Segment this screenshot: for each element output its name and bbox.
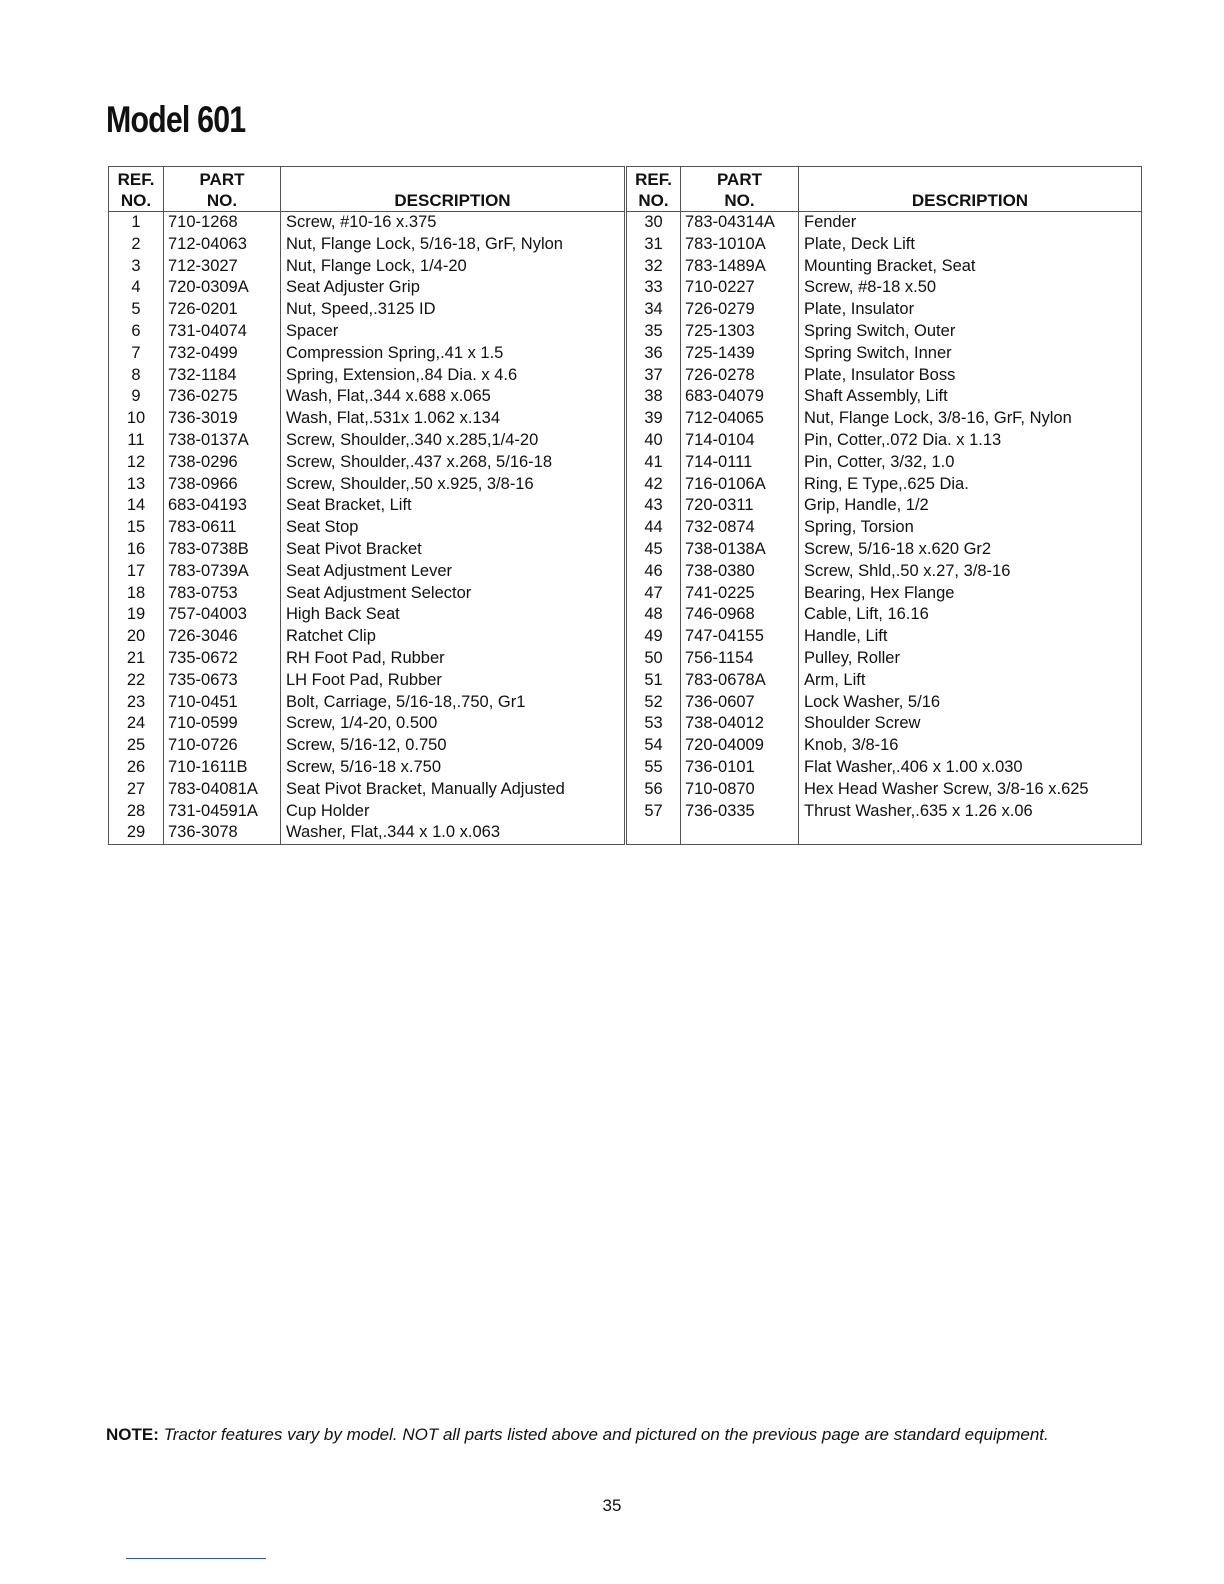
part-no-cell: 735-0672 <box>164 648 281 670</box>
description-cell: Seat Pivot Bracket, Manually Adjusted <box>281 779 625 801</box>
part-no-cell: 736-0607 <box>681 692 799 714</box>
page-number: 35 <box>602 1496 622 1515</box>
ref-no-cell: 2 <box>109 234 164 256</box>
table-row <box>627 365 1142 387</box>
description-cell: Lock Washer, 5/16 <box>799 692 1142 714</box>
description-cell: Plate, Deck Lift <box>799 234 1142 256</box>
description-header: DESCRIPTION <box>281 167 625 212</box>
description-cell: Plate, Insulator Boss <box>799 365 1142 387</box>
table-row <box>109 517 625 539</box>
description-cell: Screw, Shoulder,.50 x.925, 3/8-16 <box>281 474 625 496</box>
ref-no-cell: 1 <box>109 212 164 234</box>
description-cell: Nut, Speed,.3125 ID <box>281 299 625 321</box>
part-no-cell: 746-0968 <box>681 604 799 626</box>
ref-no-cell: 24 <box>109 713 164 735</box>
table-row <box>109 801 625 823</box>
table-row <box>109 692 625 714</box>
ref-no-cell: 27 <box>109 779 164 801</box>
part-no-cell: 783-1010A <box>681 234 799 256</box>
table-row <box>627 517 1142 539</box>
description-cell: Seat Stop <box>281 517 625 539</box>
table-row <box>627 474 1142 496</box>
table-row <box>109 757 625 779</box>
table-row <box>109 430 625 452</box>
empty-cell <box>681 822 799 844</box>
part-no-cell: 714-0104 <box>681 430 799 452</box>
part-no-cell: 710-0726 <box>164 735 281 757</box>
part-no-header: PART NO. <box>164 167 281 212</box>
table-row <box>627 386 1142 408</box>
ref-no-cell: 32 <box>627 256 681 278</box>
ref-no-cell: 36 <box>627 343 681 365</box>
footer-rule <box>126 1558 266 1559</box>
description-cell: Seat Pivot Bracket <box>281 539 625 561</box>
part-no-cell: 783-04314A <box>681 212 799 234</box>
description-cell: Handle, Lift <box>799 626 1142 648</box>
part-no-cell: 720-04009 <box>681 735 799 757</box>
description-cell: Screw, 1/4-20, 0.500 <box>281 713 625 735</box>
part-no-cell: 738-0138A <box>681 539 799 561</box>
ref-no-cell: 16 <box>109 539 164 561</box>
table-row <box>627 430 1142 452</box>
table-row <box>109 212 625 234</box>
description-cell: Pin, Cotter,.072 Dia. x 1.13 <box>799 430 1142 452</box>
ref-no-cell: 8 <box>109 365 164 387</box>
table-row <box>109 735 625 757</box>
description-cell: Screw, #8-18 x.50 <box>799 277 1142 299</box>
table-row <box>109 408 625 430</box>
ref-no-cell: 12 <box>109 452 164 474</box>
table-row <box>627 561 1142 583</box>
ref-no-cell: 6 <box>109 321 164 343</box>
description-cell: Shoulder Screw <box>799 713 1142 735</box>
ref-no-cell: 28 <box>109 801 164 823</box>
ref-no-cell: 10 <box>109 408 164 430</box>
description-cell: Seat Bracket, Lift <box>281 495 625 517</box>
table-row <box>627 648 1142 670</box>
ref-no-cell: 29 <box>109 822 164 844</box>
part-no-cell: 710-1268 <box>164 212 281 234</box>
part-no-cell: 735-0673 <box>164 670 281 692</box>
part-no-cell: 736-0335 <box>681 801 799 823</box>
description-cell: Bearing, Hex Flange <box>799 583 1142 605</box>
ref-no-cell: 20 <box>109 626 164 648</box>
ref-no-cell: 48 <box>627 604 681 626</box>
description-cell: Pulley, Roller <box>799 648 1142 670</box>
part-no-cell: 783-1489A <box>681 256 799 278</box>
ref-no-cell: 18 <box>109 583 164 605</box>
ref-no-cell: 21 <box>109 648 164 670</box>
part-no-cell: 738-0966 <box>164 474 281 496</box>
description-cell: Cup Holder <box>281 801 625 823</box>
ref-no-cell: 57 <box>627 801 681 823</box>
ref-no-cell: 30 <box>627 212 681 234</box>
description-cell: Knob, 3/8-16 <box>799 735 1142 757</box>
table-row <box>109 277 625 299</box>
description-cell: Spring Switch, Inner <box>799 343 1142 365</box>
part-no-cell: 783-0678A <box>681 670 799 692</box>
part-no-cell: 712-04063 <box>164 234 281 256</box>
table-row <box>109 561 625 583</box>
part-no-cell: 712-3027 <box>164 256 281 278</box>
ref-no-cell: 45 <box>627 539 681 561</box>
table-row <box>109 234 625 256</box>
ref-no-cell: 15 <box>109 517 164 539</box>
description-cell: Seat Adjustment Lever <box>281 561 625 583</box>
table-row <box>627 234 1142 256</box>
table-row <box>627 256 1142 278</box>
part-no-cell: 738-0380 <box>681 561 799 583</box>
table-row <box>109 474 625 496</box>
ref-no-cell: 35 <box>627 321 681 343</box>
part-no-cell: 756-1154 <box>681 648 799 670</box>
ref-no-cell: 38 <box>627 386 681 408</box>
ref-no-cell: 13 <box>109 474 164 496</box>
description-cell: Hex Head Washer Screw, 3/8-16 x.625 <box>799 779 1142 801</box>
description-cell: Screw, 5/16-18 x.750 <box>281 757 625 779</box>
description-cell: Ratchet Clip <box>281 626 625 648</box>
part-no-cell: 710-0599 <box>164 713 281 735</box>
table-row <box>627 626 1142 648</box>
ref-no-cell: 5 <box>109 299 164 321</box>
table-row <box>627 735 1142 757</box>
part-no-header: PART NO. <box>681 167 799 212</box>
ref-no-cell: 7 <box>109 343 164 365</box>
part-no-cell: 710-0227 <box>681 277 799 299</box>
part-no-cell: 731-04591A <box>164 801 281 823</box>
ref-no-cell: 47 <box>627 583 681 605</box>
table-header-row <box>109 167 625 212</box>
part-no-cell: 720-0309A <box>164 277 281 299</box>
ref-no-cell: 39 <box>627 408 681 430</box>
table-row <box>109 343 625 365</box>
part-no-cell: 726-0278 <box>681 365 799 387</box>
description-cell: Screw, Shoulder,.340 x.285,1/4-20 <box>281 430 625 452</box>
description-cell: Screw, Shoulder,.437 x.268, 5/16-18 <box>281 452 625 474</box>
part-no-cell: 725-1439 <box>681 343 799 365</box>
part-no-cell: 736-0275 <box>164 386 281 408</box>
table-row <box>627 495 1142 517</box>
description-cell: Cable, Lift, 16.16 <box>799 604 1142 626</box>
part-no-cell: 716-0106A <box>681 474 799 496</box>
part-no-cell: 783-04081A <box>164 779 281 801</box>
description-cell: Mounting Bracket, Seat <box>799 256 1142 278</box>
ref-no-cell: 17 <box>109 561 164 583</box>
description-cell: Bolt, Carriage, 5/16-18,.750, Gr1 <box>281 692 625 714</box>
part-no-cell: 736-3019 <box>164 408 281 430</box>
ref-no-cell: 25 <box>109 735 164 757</box>
table-row <box>627 408 1142 430</box>
note-text: Tractor features vary by model. NOT all parts listed above and pictured on the previous page are standard equipment. <box>163 1425 1049 1444</box>
description-cell: Wash, Flat,.531x 1.062 x.134 <box>281 408 625 430</box>
ref-no-cell: 33 <box>627 277 681 299</box>
ref-no-cell: 37 <box>627 365 681 387</box>
table-row <box>109 626 625 648</box>
description-cell: Screw, Shld,.50 x.27, 3/8-16 <box>799 561 1142 583</box>
part-no-cell: 747-04155 <box>681 626 799 648</box>
ref-no-cell: 14 <box>109 495 164 517</box>
description-cell: Thrust Washer,.635 x 1.26 x.06 <box>799 801 1142 823</box>
table-row <box>109 822 625 844</box>
ref-no-cell: 53 <box>627 713 681 735</box>
ref-no-cell: 9 <box>109 386 164 408</box>
part-no-cell: 741-0225 <box>681 583 799 605</box>
table-row <box>627 277 1142 299</box>
ref-no-cell: 26 <box>109 757 164 779</box>
description-cell: Plate, Insulator <box>799 299 1142 321</box>
table-row <box>109 256 625 278</box>
part-no-cell: 726-0279 <box>681 299 799 321</box>
part-no-cell: 683-04079 <box>681 386 799 408</box>
description-cell: Arm, Lift <box>799 670 1142 692</box>
ref-no-cell: 4 <box>109 277 164 299</box>
part-no-cell: 726-3046 <box>164 626 281 648</box>
table-row <box>627 779 1142 801</box>
table-row <box>627 539 1142 561</box>
part-no-cell: 736-3078 <box>164 822 281 844</box>
table-row <box>627 343 1142 365</box>
table-row <box>109 452 625 474</box>
ref-no-cell: 34 <box>627 299 681 321</box>
ref-no-cell: 50 <box>627 648 681 670</box>
description-cell: Compression Spring,.41 x 1.5 <box>281 343 625 365</box>
table-row <box>627 299 1142 321</box>
table-row <box>627 713 1142 735</box>
ref-no-cell: 19 <box>109 604 164 626</box>
table-row <box>627 692 1142 714</box>
table-row <box>627 321 1142 343</box>
part-no-cell: 732-0499 <box>164 343 281 365</box>
table-row <box>109 583 625 605</box>
description-cell: Wash, Flat,.344 x.688 x.065 <box>281 386 625 408</box>
part-no-cell: 725-1303 <box>681 321 799 343</box>
table-row <box>627 583 1142 605</box>
part-no-cell: 720-0311 <box>681 495 799 517</box>
ref-no-header: REF. NO. <box>627 167 681 212</box>
table-row <box>627 670 1142 692</box>
table-row <box>627 801 1142 823</box>
ref-no-cell: 43 <box>627 495 681 517</box>
part-no-cell: 783-0738B <box>164 539 281 561</box>
table-row <box>109 321 625 343</box>
description-cell: Seat Adjuster Grip <box>281 277 625 299</box>
ref-no-cell: 40 <box>627 430 681 452</box>
part-no-cell: 738-0296 <box>164 452 281 474</box>
part-no-cell: 710-0870 <box>681 779 799 801</box>
description-cell: Spacer <box>281 321 625 343</box>
description-cell: High Back Seat <box>281 604 625 626</box>
table-row <box>109 604 625 626</box>
description-cell: Nut, Flange Lock, 3/8-16, GrF, Nylon <box>799 408 1142 430</box>
part-no-cell: 710-1611B <box>164 757 281 779</box>
table-row <box>627 452 1142 474</box>
parts-table-right-body <box>627 212 1142 845</box>
description-cell: Shaft Assembly, Lift <box>799 386 1142 408</box>
table-row <box>627 212 1142 234</box>
description-header: DESCRIPTION <box>799 167 1142 212</box>
part-no-cell: 731-04074 <box>164 321 281 343</box>
description-cell: Seat Adjustment Selector <box>281 583 625 605</box>
description-cell: Fender <box>799 212 1142 234</box>
description-cell: Screw, 5/16-12, 0.750 <box>281 735 625 757</box>
description-cell: Pin, Cotter, 3/32, 1.0 <box>799 452 1142 474</box>
parts-table-right <box>626 166 1142 845</box>
part-no-cell: 732-1184 <box>164 365 281 387</box>
ref-no-cell: 55 <box>627 757 681 779</box>
page-title: Model 601 <box>106 99 246 140</box>
table-row <box>109 365 625 387</box>
table-row <box>627 757 1142 779</box>
description-cell: Flat Washer,.406 x 1.00 x.030 <box>799 757 1142 779</box>
ref-no-cell: 11 <box>109 430 164 452</box>
ref-no-header: REF. NO. <box>109 167 164 212</box>
ref-no-cell: 41 <box>627 452 681 474</box>
description-cell: Spring, Extension,.84 Dia. x 4.6 <box>281 365 625 387</box>
description-cell: Grip, Handle, 1/2 <box>799 495 1142 517</box>
table-row <box>109 648 625 670</box>
empty-cell <box>627 822 681 844</box>
part-no-cell: 783-0611 <box>164 517 281 539</box>
ref-no-cell: 3 <box>109 256 164 278</box>
description-cell: Ring, E Type,.625 Dia. <box>799 474 1142 496</box>
part-no-cell: 738-04012 <box>681 713 799 735</box>
description-cell: Spring, Torsion <box>799 517 1142 539</box>
part-no-cell: 732-0874 <box>681 517 799 539</box>
ref-no-cell: 56 <box>627 779 681 801</box>
note <box>106 1424 1049 1446</box>
part-no-cell: 714-0111 <box>681 452 799 474</box>
description-cell: Nut, Flange Lock, 5/16-18, GrF, Nylon <box>281 234 625 256</box>
table-header-row <box>627 167 1142 212</box>
empty-row <box>627 822 1142 844</box>
part-no-cell: 783-0739A <box>164 561 281 583</box>
description-cell: Washer, Flat,.344 x 1.0 x.063 <box>281 822 625 844</box>
part-no-cell: 738-0137A <box>164 430 281 452</box>
parts-table-left-body <box>109 212 625 845</box>
empty-cell <box>799 822 1142 844</box>
table-row <box>627 604 1142 626</box>
note-label: NOTE: <box>106 1425 159 1444</box>
table-row <box>109 386 625 408</box>
ref-no-cell: 49 <box>627 626 681 648</box>
part-no-cell: 736-0101 <box>681 757 799 779</box>
table-row <box>109 779 625 801</box>
ref-no-cell: 46 <box>627 561 681 583</box>
part-no-cell: 783-0753 <box>164 583 281 605</box>
table-row <box>109 495 625 517</box>
description-cell: Spring Switch, Outer <box>799 321 1142 343</box>
description-cell: RH Foot Pad, Rubber <box>281 648 625 670</box>
table-row <box>109 670 625 692</box>
table-row <box>109 539 625 561</box>
ref-no-cell: 54 <box>627 735 681 757</box>
table-row <box>109 299 625 321</box>
description-cell: Nut, Flange Lock, 1/4-20 <box>281 256 625 278</box>
description-cell: Screw, 5/16-18 x.620 Gr2 <box>799 539 1142 561</box>
ref-no-cell: 52 <box>627 692 681 714</box>
ref-no-cell: 42 <box>627 474 681 496</box>
ref-no-cell: 44 <box>627 517 681 539</box>
ref-no-cell: 51 <box>627 670 681 692</box>
table-row <box>109 713 625 735</box>
part-no-cell: 757-04003 <box>164 604 281 626</box>
ref-no-cell: 31 <box>627 234 681 256</box>
ref-no-cell: 22 <box>109 670 164 692</box>
ref-no-cell: 23 <box>109 692 164 714</box>
description-cell: Screw, #10-16 x.375 <box>281 212 625 234</box>
description-cell: LH Foot Pad, Rubber <box>281 670 625 692</box>
part-no-cell: 712-04065 <box>681 408 799 430</box>
part-no-cell: 726-0201 <box>164 299 281 321</box>
part-no-cell: 683-04193 <box>164 495 281 517</box>
part-no-cell: 710-0451 <box>164 692 281 714</box>
parts-table-left <box>108 166 625 845</box>
